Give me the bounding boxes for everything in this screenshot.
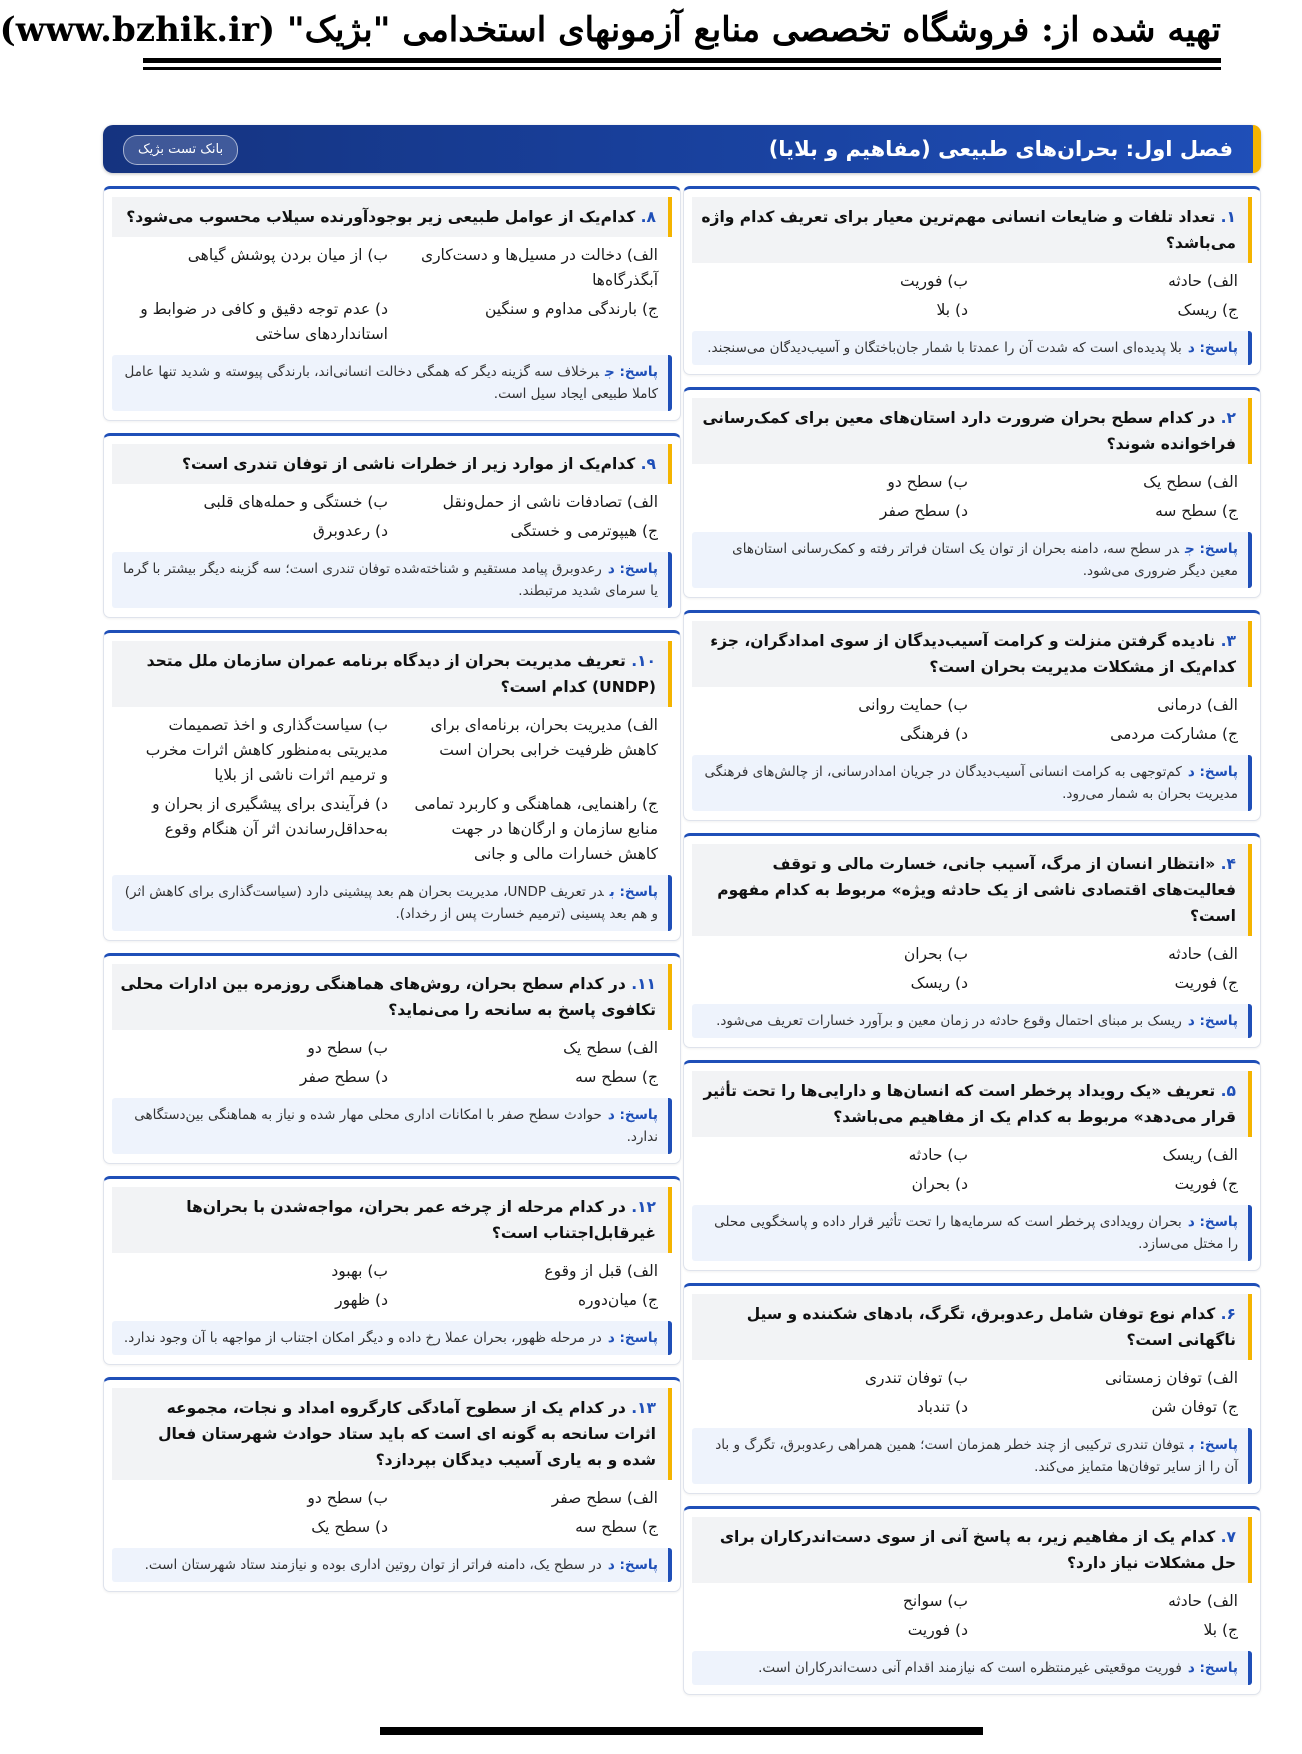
answer-label-text: پاسخ: <box>1199 764 1238 780</box>
banner-rule-bottom <box>143 67 1221 70</box>
answer-option[interactable]: الف) حادثه <box>1168 945 1238 963</box>
question-text <box>112 641 672 707</box>
answer-option[interactable]: ج) فوریت <box>1174 1175 1238 1193</box>
answer-label <box>608 1107 658 1123</box>
answer-option[interactable]: ج) سطح سه <box>575 1518 658 1536</box>
answer-label-text: پاسخ: <box>1199 1437 1238 1453</box>
question-text <box>112 1388 672 1480</box>
answer-label <box>608 1557 658 1573</box>
question-stem: در کدام سطح بحران ضرورت دارد استان‌های معین برای کمک‌رسانی فراخوانده شوند؟ <box>702 409 1236 453</box>
answer-explanation: ریسک بر مبنای احتمال وقوع حادثه در زمان معین و برآورد خسارات تعریف می‌شود. <box>716 1013 1182 1029</box>
question-number: ۸. <box>640 208 656 226</box>
answer-key: د <box>1187 764 1195 780</box>
answer-option[interactable]: ب) از میان بردن پوشش گیاهی <box>187 246 388 264</box>
answer-label <box>1185 541 1238 557</box>
question-number: ۲. <box>1220 409 1236 427</box>
option-list <box>104 237 680 349</box>
answer-option[interactable]: ج) بارندگی مداوم و سنگین <box>484 300 658 318</box>
answer-label <box>1188 1660 1238 1676</box>
question-number: ۴. <box>1220 855 1236 873</box>
answer-option[interactable]: ج) فوریت <box>1174 974 1238 992</box>
answer-option[interactable]: د) ظهور <box>335 1291 388 1309</box>
option-list <box>684 1137 1260 1199</box>
answer-option[interactable]: ج) سطح سه <box>575 1068 658 1086</box>
answer-option[interactable]: د) فرهنگی <box>899 725 968 743</box>
answer-option[interactable]: الف) درمانی <box>1157 696 1238 714</box>
answer-key: د <box>1187 340 1195 356</box>
answer-option[interactable]: ج) مشارکت مردمی <box>1110 725 1238 743</box>
question-card <box>103 433 681 618</box>
option-list <box>684 263 1260 325</box>
question-text <box>692 844 1252 936</box>
question-text <box>112 964 672 1030</box>
answer-option[interactable]: ب) بحران <box>903 945 968 963</box>
question-number: ۵. <box>1220 1082 1236 1100</box>
answer-explanation: فوریت موقعیتی غیرمنتظره است که نیازمند اقدام آنی دست‌اندرکاران است. <box>758 1660 1182 1676</box>
question-stem: تعداد تلفات و ضایعات انسانی مهم‌ترین معیار برای تعریف کدام واژه می‌باشد؟ <box>701 208 1236 252</box>
answer-option[interactable]: الف) ریسک <box>1162 1146 1238 1164</box>
question-card <box>683 1283 1261 1494</box>
answer-label-text: پاسخ: <box>1199 1013 1238 1029</box>
answer-option[interactable]: الف) قبل از وقوع <box>544 1262 658 1280</box>
question-card <box>103 1377 681 1592</box>
answer-explanation: در سطح یک، دامنه فراتر از توان روتین اداری بوده و نیازمند ستاد شهرستان است. <box>144 1557 602 1573</box>
answer-label <box>1188 1013 1238 1029</box>
option-list <box>684 936 1260 998</box>
answer-option[interactable]: ج) راهنمایی، هماهنگی و کاربرد تمامی منابع سازمان و ارگان‌ها در جهت کاهش خسارات مالی و جانی <box>414 795 658 863</box>
answer-option[interactable]: ج) سطح سه <box>1155 502 1238 520</box>
option-list <box>104 1480 680 1542</box>
question-stem: «انتظار انسان از مرگ، آسیب جانی، خسارت مالی و توقف فعالیت‌های اقتصادی ناشی از یک حادثه ویژه» مربوط به کدام مفهوم است؟ <box>717 855 1236 925</box>
question-card <box>683 833 1261 1048</box>
answer-box <box>112 1098 672 1154</box>
question-stem: نادیده گرفتن منزلت و کرامت آسیب‌دیدگان از سوی امدادگران، جزء کدام‌یک از مشکلات مدیریت بحران است؟ <box>710 632 1236 676</box>
question-stem: کدام‌یک از موارد زیر از خطرات ناشی از توفان تندری است؟ <box>182 455 636 473</box>
answer-explanation: توفان تندری ترکیبی از چند خطر همزمان است؛ همین همراهی رعدوبرق، تگرگ و باد آن را از سایر توفان‌ها متمایز می‌کند. <box>715 1437 1238 1475</box>
option-list <box>104 484 680 546</box>
answer-key: د <box>1187 1660 1195 1676</box>
answer-option[interactable]: ب) سطح دو <box>887 473 968 491</box>
answer-label-text: پاسخ: <box>619 1107 658 1123</box>
question-card <box>683 1506 1261 1695</box>
answer-option[interactable]: د) فوریت <box>907 1621 968 1639</box>
answer-label-text: پاسخ: <box>1199 340 1238 356</box>
option-list <box>104 707 680 869</box>
answer-option[interactable]: د) تندباد <box>917 1398 968 1416</box>
answer-label-text: پاسخ: <box>1199 541 1238 557</box>
option-list <box>684 464 1260 526</box>
question-text <box>692 1294 1252 1360</box>
answer-key: ج <box>605 364 615 380</box>
answer-option[interactable]: ب) سطح دو <box>307 1489 388 1507</box>
answer-label <box>1188 764 1238 780</box>
answer-box <box>692 1004 1252 1038</box>
answer-key: د <box>607 561 615 577</box>
answer-option[interactable]: ب) خستگی و حمله‌های قلبی <box>203 493 388 511</box>
question-text <box>112 197 672 237</box>
answer-option[interactable]: ج) بلا <box>1203 1621 1238 1639</box>
answer-explanation: برخلاف سه گزینه دیگر که همگی دخالت انسانی‌اند، بارندگی پیوسته و شدید تنها عامل کاملا طبیعی ایجاد سیل است. <box>124 364 658 402</box>
answer-option[interactable]: د) بحران <box>911 1175 968 1193</box>
answer-explanation: بحران رویدادی پرخطر است که سرمایه‌ها را تحت تأثیر قرار داده و پاسخگویی محلی را مختل می‌سازد. <box>714 1214 1238 1252</box>
option-list <box>684 1360 1260 1422</box>
answer-key: ب <box>1189 1437 1195 1453</box>
answer-option[interactable]: الف) سطح یک <box>1143 473 1238 491</box>
answer-option[interactable]: ج) توفان شن <box>1151 1398 1238 1416</box>
question-card <box>683 610 1261 821</box>
answer-label-text: پاسخ: <box>619 561 658 577</box>
question-card <box>103 1176 681 1365</box>
answer-option[interactable]: ج) میان‌دوره <box>577 1291 658 1309</box>
answer-option[interactable]: الف) حادثه <box>1168 1592 1238 1610</box>
question-stem: کدام‌یک از عوامل طبیعی زیر بوجودآورنده سیلاب محسوب می‌شود؟ <box>126 208 636 226</box>
question-card <box>683 387 1261 598</box>
answer-box <box>112 875 672 931</box>
answer-explanation: در تعریف UNDP، مدیریت بحران هم بعد پیشینی دارد (سیاست‌گذاری برای کاهش اثر) و هم بعد پسینی (ترمیم خسارت پس از رخداد). <box>124 884 658 922</box>
answer-box <box>112 552 672 608</box>
question-stem: کدام نوع توفان شامل رعدوبرق، تگرگ، بادهای شکننده و سیل ناگهانی است؟ <box>746 1305 1236 1349</box>
answer-label-text: پاسخ: <box>619 1557 658 1573</box>
answer-option[interactable]: ب) حادثه <box>908 1146 968 1164</box>
answer-box <box>692 1205 1252 1261</box>
answer-box <box>692 331 1252 365</box>
question-stem: در کدام مرحله از چرخه عمر بحران، مواجه‌شدن با بحران‌ها غیرقابل‌اجتناب است؟ <box>186 1198 656 1242</box>
question-text <box>112 1187 672 1253</box>
question-text <box>692 1071 1252 1137</box>
question-stem: تعریف مدیریت بحران از دیدگاه برنامه عمران سازمان ملل متحد (UNDP) کدام است؟ <box>146 652 656 696</box>
answer-explanation: در مرحله ظهور، بحران عملا رخ داده و دیگر امکان اجتناب از مواجهه با آن وجود ندارد. <box>123 1330 602 1346</box>
source-banner: تهیه شده از: فروشگاه تخصصی منابع آزمونهای استخدامی "بژیک" (www.bzhik.ir) <box>0 10 1221 50</box>
answer-option[interactable]: ب) سطح دو <box>307 1039 388 1057</box>
question-stem: در کدام یک از سطوح آمادگی کارگروه امداد و نجات، مجموعه اثرات سانحه به گونه ای است که باید ستاد حوادث شهرستان فعال شده و به یاری آسیب دیدگان بپردازد؟ <box>158 1399 656 1469</box>
question-text <box>692 197 1252 263</box>
answer-option[interactable]: ب) بهبود <box>331 1262 388 1280</box>
question-number: ۱۱. <box>631 975 656 993</box>
chapter-header <box>103 125 1261 173</box>
answer-key: د <box>607 1107 615 1123</box>
answer-box <box>112 1321 672 1355</box>
answer-option[interactable]: د) سطح صفر <box>879 502 968 520</box>
answer-option[interactable]: ج) ریسک <box>1177 301 1238 319</box>
banner-rule-top <box>143 58 1221 63</box>
answer-option[interactable]: ب) توفان تندری <box>864 1369 968 1387</box>
answer-option[interactable]: ب) حمایت روانی <box>858 696 968 714</box>
question-number: ۱۳. <box>631 1399 656 1417</box>
question-number: ۱۰. <box>631 652 656 670</box>
answer-option[interactable]: الف) سطح یک <box>563 1039 658 1057</box>
option-list <box>684 687 1260 749</box>
answer-box <box>112 355 672 411</box>
answer-explanation: حوادث سطح صفر با امکانات اداری محلی مهار شده و نیاز به هماهنگی بین‌دستگاهی ندارد. <box>134 1107 658 1145</box>
answer-label <box>1188 340 1238 356</box>
question-number: ۷. <box>1220 1528 1236 1546</box>
left-column <box>103 186 681 1604</box>
question-number: ۱. <box>1220 208 1236 226</box>
answer-label-text: پاسخ: <box>1199 1214 1238 1230</box>
answer-label-text: پاسخ: <box>1199 1660 1238 1676</box>
question-text <box>112 444 672 484</box>
question-card <box>683 186 1261 375</box>
answer-option[interactable]: د) سطح یک <box>311 1518 388 1536</box>
answer-option[interactable]: د) عدم توجه دقیق و کافی در ضوابط و استانداردهای ساختی <box>140 300 388 343</box>
answer-box <box>692 1651 1252 1685</box>
answer-box <box>692 1428 1252 1484</box>
answer-option[interactable]: الف) حادثه <box>1168 272 1238 290</box>
answer-label-text: پاسخ: <box>619 884 658 900</box>
answer-key: د <box>607 1330 615 1346</box>
answer-option[interactable]: د) ریسک <box>910 974 968 992</box>
question-number: ۶. <box>1220 1305 1236 1323</box>
chapter-accent-bar <box>1253 125 1261 173</box>
answer-key: د <box>1187 1013 1195 1029</box>
answer-option[interactable]: الف) مدیریت بحران، برنامه‌ای برای کاهش ظرفیت خرابی بحران است <box>430 716 658 759</box>
answer-option[interactable]: ج) هیپوترمی و خستگی <box>510 522 658 540</box>
answer-box <box>112 1548 672 1582</box>
answer-option[interactable]: د) سطح صفر <box>299 1068 388 1086</box>
answer-box <box>692 755 1252 811</box>
chapter-title: فصل اول: بحران‌های طبیعی (مفاهیم و بلایا) <box>768 137 1233 161</box>
answer-label <box>1188 1214 1238 1230</box>
bank-badge[interactable]: بانک تست بژیک <box>123 135 238 165</box>
question-card <box>103 630 681 941</box>
answer-explanation: بلا پدیده‌ای است که شدت آن را عمدتا با شمار جان‌باختگان و آسیب‌دیدگان می‌سنجند. <box>707 340 1182 356</box>
right-column <box>683 186 1261 1707</box>
option-list <box>684 1583 1260 1645</box>
answer-option[interactable]: د) فرآیندی برای پیشگیری از بحران و به‌حداقل‌رساندن اثر آن هنگام وقوع <box>152 795 388 838</box>
answer-box <box>692 532 1252 588</box>
answer-key: د <box>1187 1214 1195 1230</box>
answer-label-text: پاسخ: <box>619 364 658 380</box>
answer-key: ج <box>1185 541 1195 557</box>
answer-label <box>605 364 658 380</box>
answer-option[interactable]: ب) سوانح <box>902 1592 968 1610</box>
answer-label <box>608 1330 658 1346</box>
answer-option[interactable]: الف) دخالت در مسیل‌ها و دست‌کاری آبگذرگاه‌ها <box>420 246 658 289</box>
answer-label <box>610 884 658 900</box>
question-stem: تعریف «یک رویداد پرخطر است که انسان‌ها و دارایی‌ها را تحت تأثیر قرار می‌دهد» مربوط به کدام یک از مفاهیم می‌باشد؟ <box>703 1082 1236 1126</box>
question-number: ۹. <box>640 455 656 473</box>
answer-explanation: کم‌توجهی به کرامت انسانی آسیب‌دیدگان در جریان امدادرسانی، از چالش‌های فرهنگی مدیریت بحران به شمار می‌رود. <box>704 764 1238 802</box>
answer-option[interactable]: د) رعدوبرق <box>312 522 388 540</box>
answer-option[interactable]: ب) سیاست‌گذاری و اخذ تصمیمات مدیریتی به‌منظور کاهش اثرات مخرب و ترمیم اثرات ناشی از بلایا <box>145 716 388 784</box>
question-card <box>683 1060 1261 1271</box>
answer-option[interactable]: الف) سطح صفر <box>551 1489 658 1507</box>
answer-option[interactable]: الف) توفان زمستانی <box>1104 1369 1238 1387</box>
question-text <box>692 621 1252 687</box>
option-list <box>104 1253 680 1315</box>
answer-explanation: رعدوبرق پیامد مستقیم و شناخته‌شده توفان تندری است؛ سه گزینه دیگر بیشتر با گرما یا سرمای شدید مرتبطند. <box>123 561 658 599</box>
question-stem: کدام یک از مفاهیم زیر، به پاسخ آنی از سوی دست‌اندرکاران برای حل مشکلات نیاز دارد؟ <box>719 1528 1236 1572</box>
answer-key: د <box>607 1557 615 1573</box>
answer-explanation: در سطح سه، دامنه بحران از توان یک استان فراتر رفته و کمک‌رسانی استان‌های معین دیگر ضروری می‌شود. <box>732 541 1238 579</box>
question-number: ۱۲. <box>631 1198 656 1216</box>
option-list <box>104 1030 680 1092</box>
answer-option[interactable]: ب) فوریت <box>899 272 968 290</box>
answer-label <box>1190 1437 1238 1453</box>
question-card <box>103 953 681 1164</box>
footer-bar <box>380 1727 983 1735</box>
answer-label <box>608 561 658 577</box>
question-text <box>692 398 1252 464</box>
question-stem: در کدام سطح بحران، روش‌های هماهنگی روزمره بین ادارات محلی تکافوی پاسخ به سانحه را می‌نماید؟ <box>120 975 656 1019</box>
answer-option[interactable]: الف) تصادفات ناشی از حمل‌ونقل <box>442 493 658 511</box>
question-number: ۳. <box>1220 632 1236 650</box>
answer-option[interactable]: د) بلا <box>936 301 968 319</box>
answer-key: ب <box>609 884 615 900</box>
question-text <box>692 1517 1252 1583</box>
question-card <box>103 186 681 421</box>
answer-label-text: پاسخ: <box>619 1330 658 1346</box>
